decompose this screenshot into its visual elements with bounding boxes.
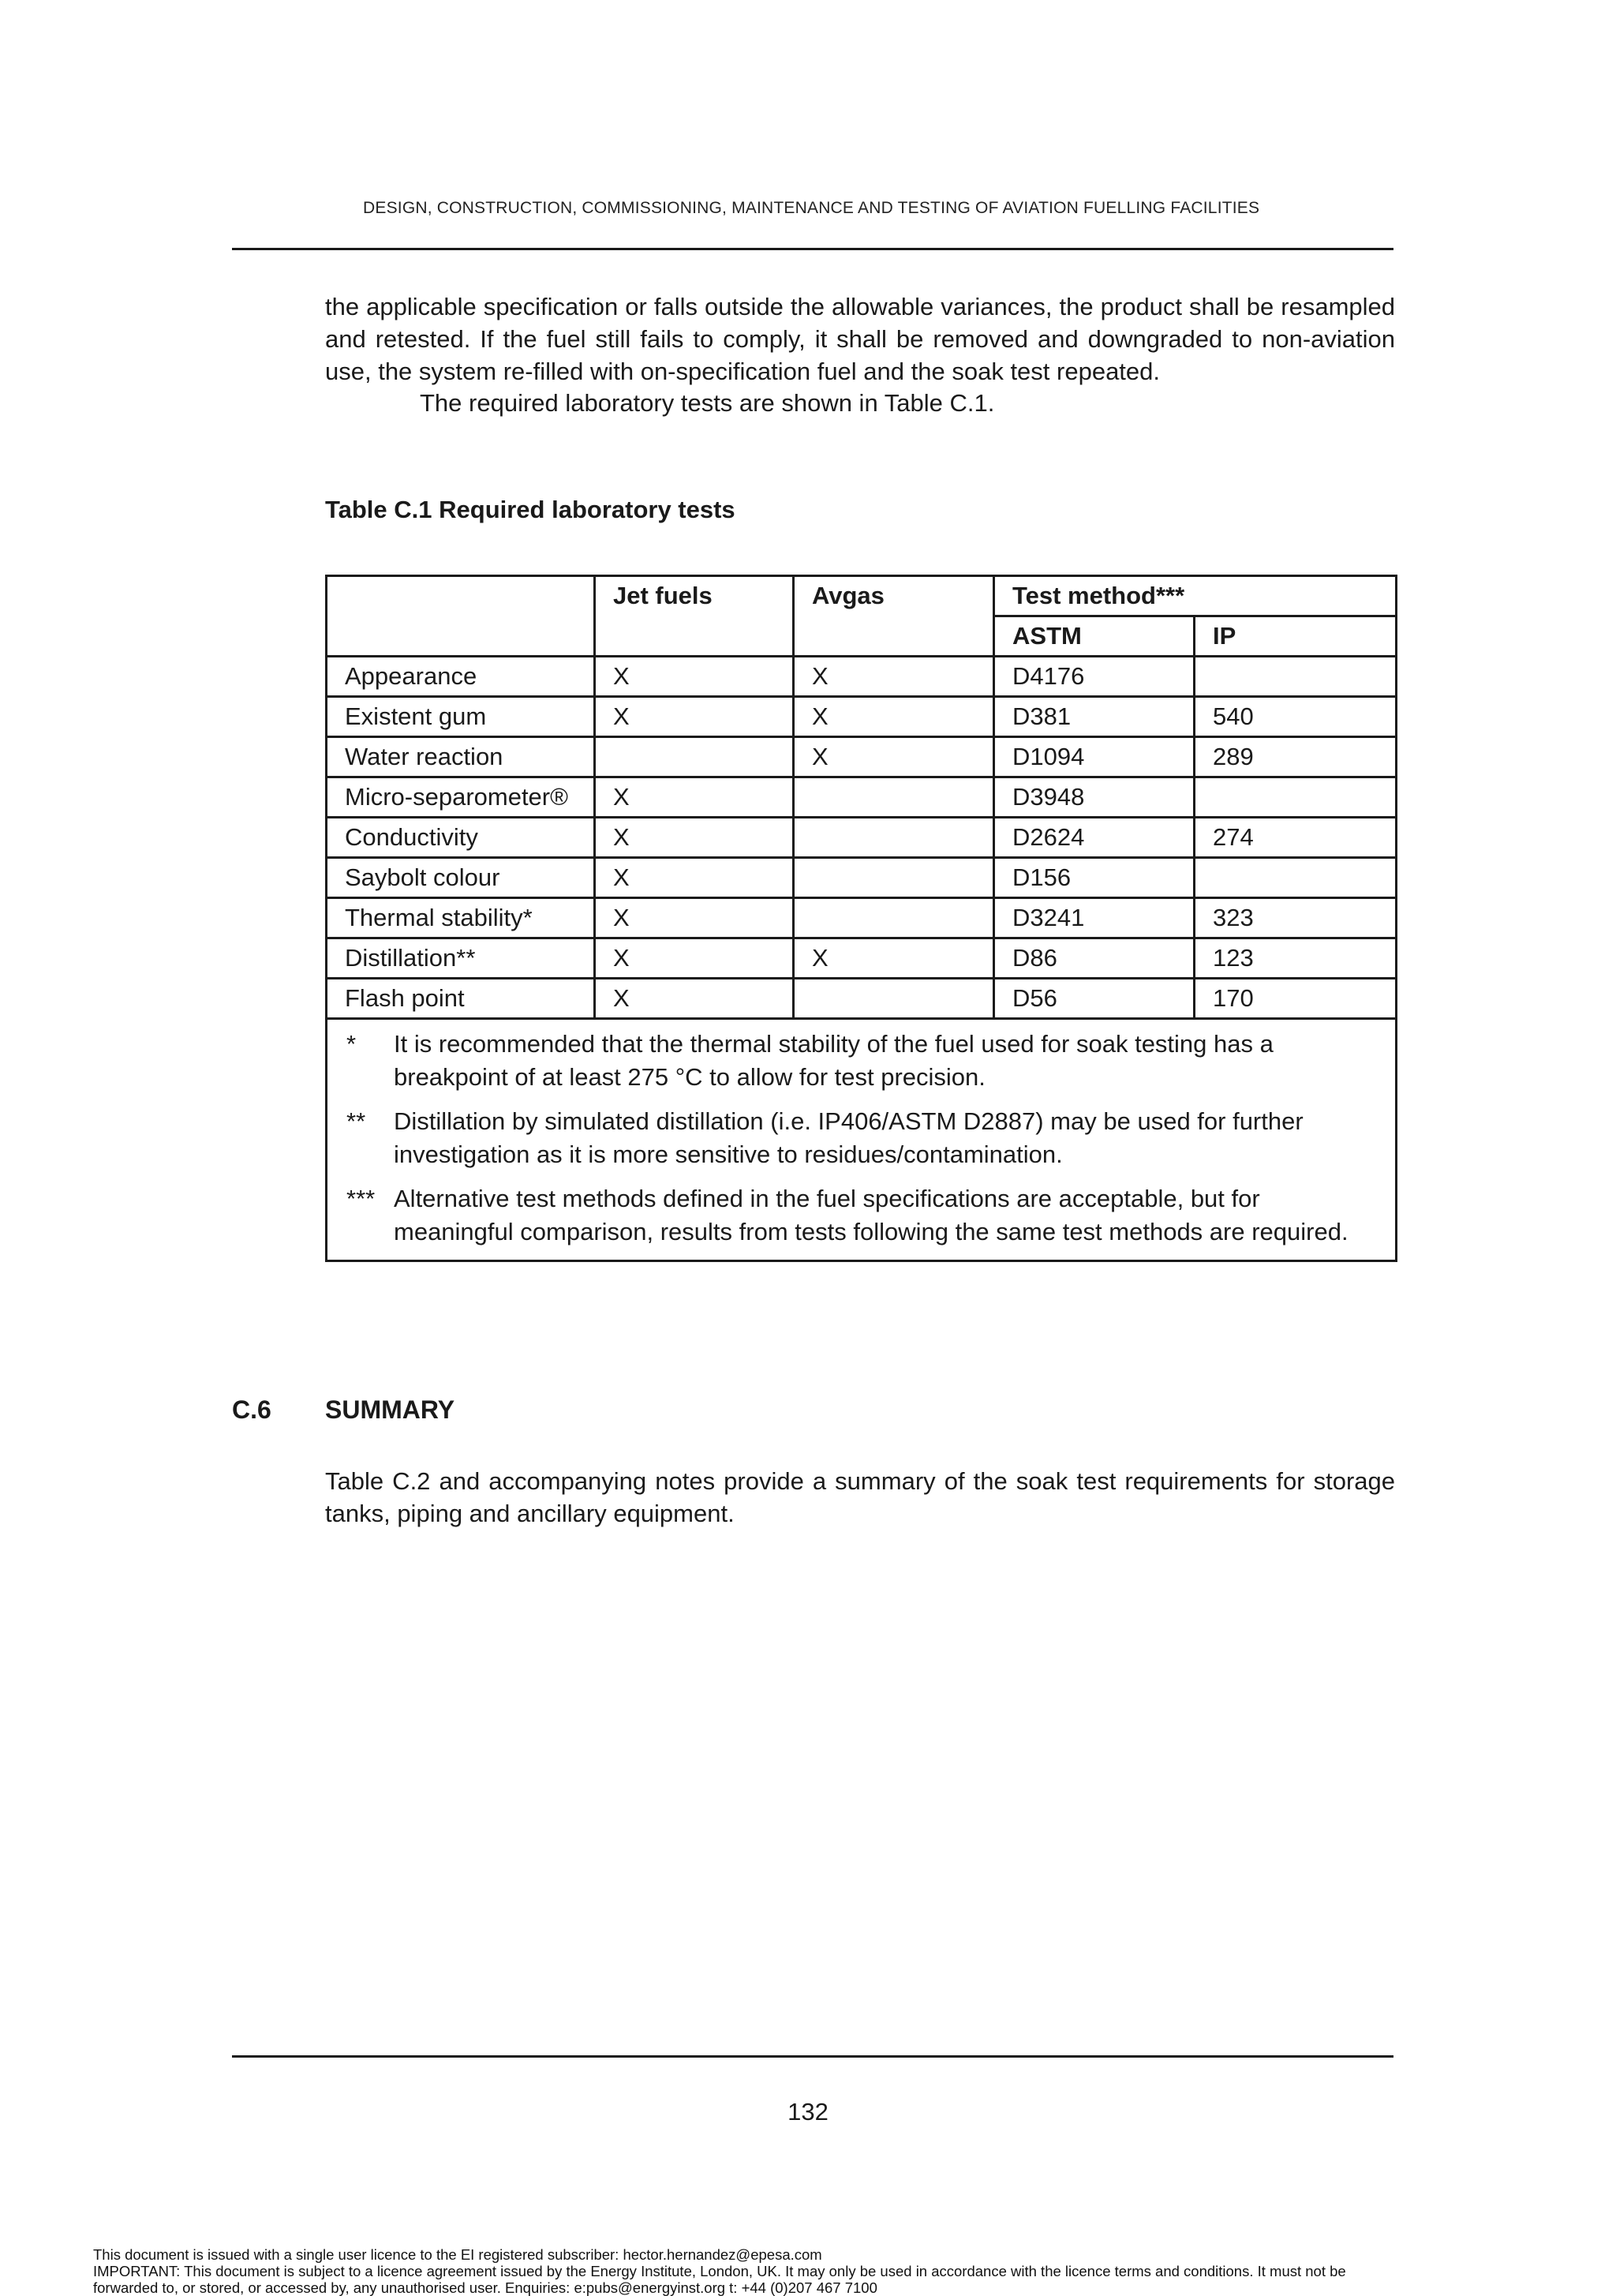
cell-avgas	[794, 777, 994, 818]
note-marker: ***	[346, 1185, 376, 1212]
cell-avgas	[794, 858, 994, 898]
required-tests-table	[325, 575, 1397, 1262]
cell-astm: D3948	[994, 777, 1195, 818]
header-test-method: Test method***	[994, 576, 1397, 616]
cell-test: Flash point	[327, 979, 595, 1019]
table-notes-row	[327, 1019, 1397, 1261]
cell-avgas: X	[794, 737, 994, 777]
cell-avgas	[794, 898, 994, 938]
cell-test: Existent gum	[327, 697, 595, 737]
section-number: C.6	[232, 1395, 271, 1424]
cell-astm: D156	[994, 858, 1195, 898]
cell-ip: 540	[1195, 697, 1397, 737]
cell-test: Conductivity	[327, 818, 595, 858]
cell-astm: D86	[994, 938, 1195, 979]
cell-avgas: X	[794, 938, 994, 979]
licence-line: IMPORTANT: This document is subject to a licence agreement issued by the Energy Institute, London, UK. It may only be used in accordance with the licence terms and conditions. It must not be	[93, 2263, 1346, 2279]
cell-ip: 274	[1195, 818, 1397, 858]
table-row	[327, 858, 1397, 898]
cell-astm: D1094	[994, 737, 1195, 777]
cell-ip: 123	[1195, 938, 1397, 979]
header-jet-fuels: Jet fuels	[595, 576, 794, 657]
cell-avgas: X	[794, 697, 994, 737]
section-title: SUMMARY	[325, 1395, 455, 1424]
cell-ip: 170	[1195, 979, 1397, 1019]
cell-astm: D3241	[994, 898, 1195, 938]
cell-avgas	[794, 979, 994, 1019]
summary-paragraph: Table C.2 and accompanying notes provide a summary of the soak test requirements for storage tanks, piping and ancillary equipment.	[325, 1467, 1395, 1527]
cell-test: Distillation**	[327, 938, 595, 979]
cell-test: Saybolt colour	[327, 858, 595, 898]
cell-jet: X	[595, 898, 794, 938]
cell-jet: X	[595, 697, 794, 737]
table-row	[327, 898, 1397, 938]
cell-astm: D381	[994, 697, 1195, 737]
table-row	[327, 697, 1397, 737]
cell-jet: X	[595, 858, 794, 898]
header-rule	[232, 248, 1393, 250]
cell-jet: X	[595, 657, 794, 697]
table-caption: Table C.1 Required laboratory tests	[325, 496, 735, 523]
header-test-name	[327, 576, 595, 657]
cell-jet: X	[595, 777, 794, 818]
note-text: Distillation by simulated distillation (i.e. IP406/ASTM D2887) may be used for further investigation as it is more sensitive to residues/contamination.	[394, 1107, 1304, 1168]
note-text: It is recommended that the thermal stability of the fuel used for soak testing has a breakpoint of at least 275 °C to allow for test precision.	[394, 1030, 1274, 1091]
note-marker: **	[346, 1107, 366, 1135]
table-row	[327, 938, 1397, 979]
table-note	[342, 1182, 1378, 1249]
table-header-row	[327, 576, 1397, 616]
cell-avgas: X	[794, 657, 994, 697]
cell-jet: X	[595, 818, 794, 858]
cell-ip: 323	[1195, 898, 1397, 938]
table-row	[327, 737, 1397, 777]
cell-astm: D2624	[994, 818, 1195, 858]
footer-rule	[232, 2055, 1393, 2058]
table-row	[327, 777, 1397, 818]
header-astm: ASTM	[994, 616, 1195, 657]
table-row	[327, 818, 1397, 858]
cell-test: Micro-separometer®	[327, 777, 595, 818]
cell-jet: X	[595, 938, 794, 979]
cell-ip	[1195, 858, 1397, 898]
cell-ip	[1195, 777, 1397, 818]
table-notes	[327, 1019, 1397, 1261]
cell-jet	[595, 737, 794, 777]
running-header: DESIGN, CONSTRUCTION, COMMISSIONING, MAINTENANCE AND TESTING OF AVIATION FUELLING FACILITIES	[363, 199, 1260, 217]
licence-line: This document is issued with a single user licence to the EI registered subscriber: hector.hernandez@epesa.com	[93, 2246, 822, 2263]
licence-notice	[93, 2246, 1482, 2296]
cell-test: Thermal stability*	[327, 898, 595, 938]
licence-line: forwarded to, or stored, or accessed by, any unauthorised user. Enquiries: e:pubs@energyinst.org t: +44 (0)207 467 7100	[93, 2279, 877, 2296]
cell-astm: D56	[994, 979, 1195, 1019]
intro-paragraph: the applicable specification or falls outside the allowable variances, the product shall be resampled and retested. If the fuel still fails to comply, it shall be removed and downgraded to non-aviation use, the system re-filled with on-specification fuel and the soak test repeated.	[325, 293, 1395, 385]
header-ip: IP	[1195, 616, 1397, 657]
table-note	[342, 1105, 1378, 1171]
tests-reference-paragraph: The required laboratory tests are shown in Table C.1.	[420, 389, 995, 417]
cell-test: Appearance	[327, 657, 595, 697]
header-avgas: Avgas	[794, 576, 994, 657]
cell-jet: X	[595, 979, 794, 1019]
cell-astm: D4176	[994, 657, 1195, 697]
cell-avgas	[794, 818, 994, 858]
table-row	[327, 979, 1397, 1019]
cell-ip	[1195, 657, 1397, 697]
cell-test: Water reaction	[327, 737, 595, 777]
note-text: Alternative test methods defined in the fuel specifications are acceptable, but for meaningful comparison, results from tests following the same test methods are required.	[394, 1185, 1349, 1245]
cell-ip: 289	[1195, 737, 1397, 777]
note-marker: *	[346, 1030, 357, 1058]
page-number: 132	[787, 2098, 829, 2126]
table-note	[342, 1028, 1378, 1094]
table-row	[327, 657, 1397, 697]
